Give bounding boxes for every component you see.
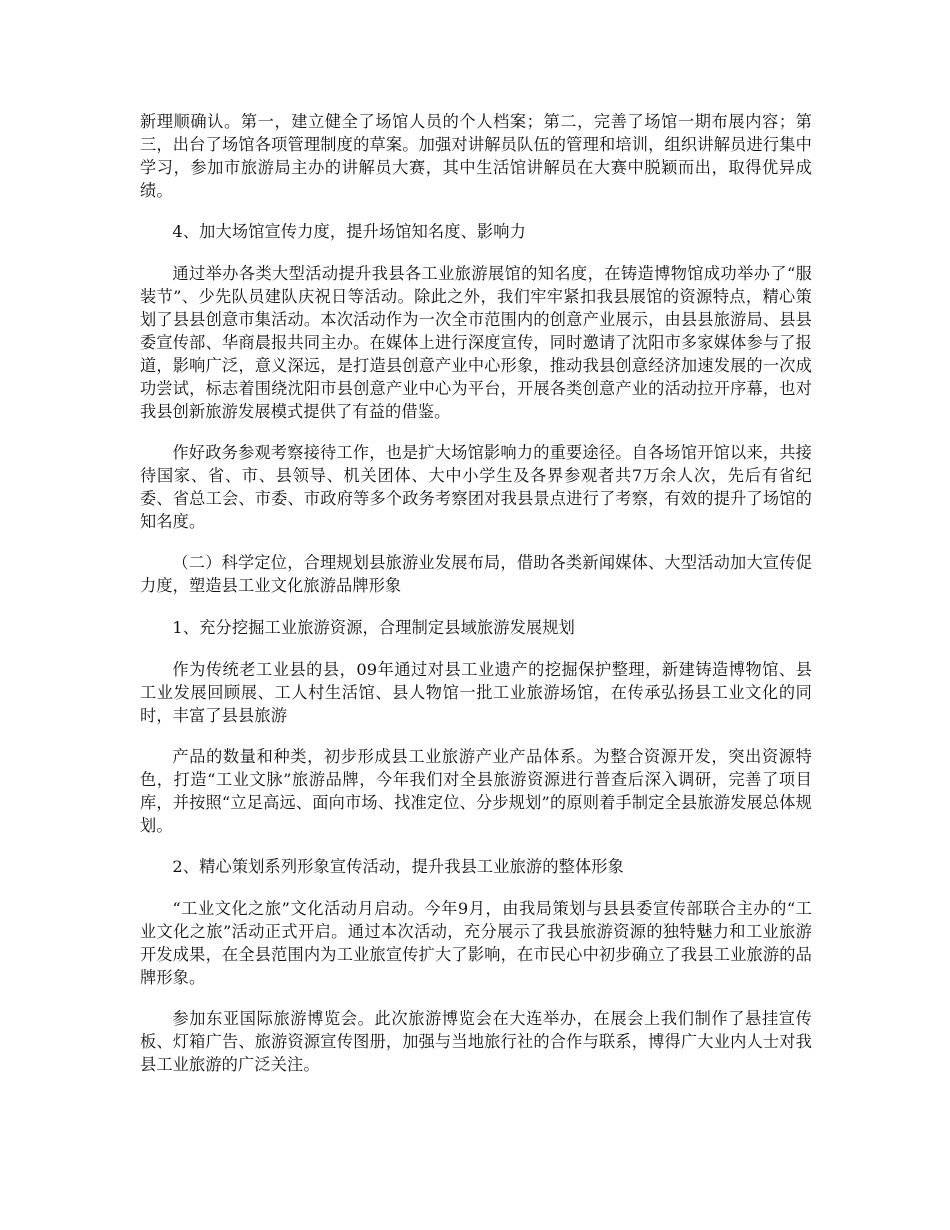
paragraph-product-system: 产品的数量和种类，初步形成县工业旅游产业产品体系。为整合资源开发，突出资源特色，打造“工业文脉”旅游品牌，今年我们对全县旅游资源进行普查后深入调研，完善了项目库，并按照“立足高远、面向市场、找准定位、分步规划”的原则着手制定全县旅游发展总体规划。: [140, 747, 812, 835]
paragraph-large-events: 通过举办各类大型活动提升我县各工业旅游展馆的知名度，在铸造博物馆成功举办了“服装节”、少先队员建队庆祝日等活动。除此之外，我们牢牢紧扣我县展馆的资源特点，精心策划了县县创意市集活动。本次活动作为一次全市范围内的创意产业展示，由县县旅游局、县县委宣传部、华商晨报共同主办。在媒体上进行深度宣传，同时邀请了沈阳市多家媒体参与了报道，影响广泛，意义深远，是打造县创意产业中心形象，推动我县创意经济加速发展的一次成功尝试，标志着围绕沈阳市县创意产业中心为平台，开展各类创意产业的活动拉开序幕，也对我县创新旅游发展模式提供了有益的借鉴。: [140, 264, 812, 421]
paragraph-staff-management: 新理顺确认。第一，建立健全了场馆人员的个人档案；第二，完善了场馆一期布展内容；第三，出台了场馆各项管理制度的草案。加强对讲解员队伍的管理和培训，组织讲解员进行集中学习，参加市旅游局主办的讲解员大赛，其中生活馆讲解员在大赛中脱颖而出，取得优异成绩。: [140, 112, 812, 200]
paragraph-reception-work: 作好政务参观考察接待工作，也是扩大场馆影响力的重要途径。自各场馆开馆以来，共接待国家、省、市、县领导、机关团体、大中小学生及各界参观者共7万余人次，先后有省纪委、省总工会、市委、市政府等多个政务考察团对我县景点进行了考察，有效的提升了场馆的知名度。: [140, 443, 812, 531]
paragraph-tourism-expo: 参加东亚国际旅游博览会。此次旅游博览会在大连举办，在展会上我们制作了悬挂宣传板、灯箱广告、旅游资源宣传图册，加强与当地旅行社的合作与联系，博得广大业内人士对我县工业旅游的广泛关注。: [140, 1009, 812, 1074]
subsection-heading-1: 1、充分挖掘工业旅游资源，合理制定县域旅游发展规划: [172, 618, 575, 637]
section-heading-4: 4、加大场馆宣传力度，提升场馆知名度、影响力: [172, 222, 526, 241]
paragraph-culture-month: “工业文化之旅”文化活动月启动。今年9月，由我局策划与县县委宣传部联合主办的“工业文化之旅”活动正式开启。通过本次活动，充分展示了我县旅游资源的独特魅力和工业旅游开发成果，在全县范围内为工业旅宣传扩大了影响，在市民心中初步确立了我县工业旅游的品牌形象。: [140, 899, 812, 987]
subsection-heading-2: 2、精心策划系列形象宣传活动，提升我县工业旅游的整体形象: [172, 857, 624, 876]
document-body: [140, 110, 812, 1094]
paragraph-industrial-heritage: 作为传统老工业县的县，09年通过对县工业遗产的挖掘保护整理，新建铸造博物馆、县工业发展回顾展、工人村生活馆、县人物馆一批工业旅游场馆，在传承弘扬县工业文化的同时，丰富了县县旅游: [140, 660, 812, 725]
section-heading-2: （二）科学定位，合理规划县旅游业发展布局，借助各类新闻媒体、大型活动加大宣传促力度，塑造县工业文化旅游品牌形象: [140, 553, 812, 595]
